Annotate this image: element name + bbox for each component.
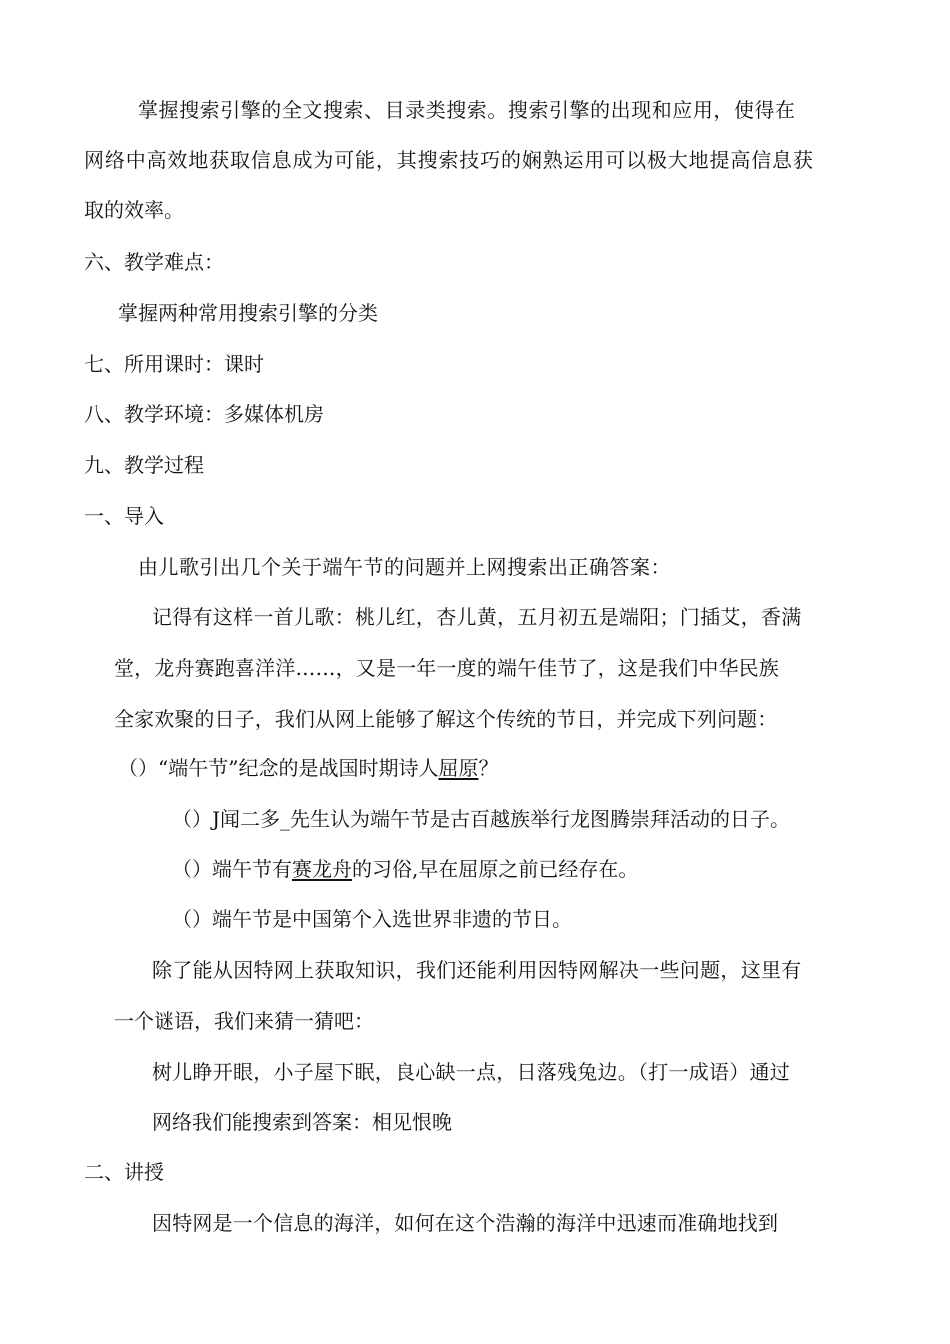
paragraph-goal-line-2: 网络中高效地获取信息成为可能，其搜索技巧的娴熟运用可以极大地提高信息获 (84, 148, 814, 172)
paragraph-riddle-line-2: 一个谜语，我们来猜一猜吧： (114, 1009, 374, 1033)
paragraph-goal-line-1: 掌握搜索引擎的全文搜索、目录类搜索。搜索引擎的出现和应用，使得在 (138, 98, 796, 122)
paragraph-answer-line-1: 树儿睁开眼，小子屋下眠，良心缺一点，日落残兔边。（打一成语）通过 (152, 1060, 790, 1084)
section-teaching: 二、讲授 (84, 1160, 164, 1184)
section-introduction: 一、导入 (84, 504, 164, 528)
question-4: （）端午节是中国第个入选世界非遗的节日。 (172, 907, 572, 931)
paragraph-intro: 由儿歌引出几个关于端午节的问题并上网搜索出正确答案： (138, 555, 671, 579)
question-1-end: ？ (478, 756, 499, 780)
question-2: （）J闻二多_先生认为端午节是古百越族举行龙图腾崇拜活动的日子。 (172, 807, 791, 831)
heading-class-hours: 七、所用课时：课时 (84, 352, 264, 376)
heading-teaching-process: 九、教学过程 (84, 453, 204, 477)
question-3-text: （）端午节有 (172, 857, 292, 881)
paragraph-difficulty: 掌握两种常用搜索引擎的分类 (118, 301, 378, 325)
paragraph-song-line-3: 全家欢聚的日子，我们从网上能够了解这个传统的节日，并完成下列问题： (114, 707, 778, 731)
heading-teaching-environment: 八、教学环境：多媒体机房 (84, 402, 324, 426)
paragraph-answer-line-2: 网络我们能搜索到答案：相见恨晚 (152, 1110, 452, 1134)
paragraph-song-line-2: 堂，龙舟赛跑喜洋洋……，又是一年一度的端午佳节了，这是我们中华民族 (114, 656, 779, 680)
paragraph-song-line-1: 记得有这样一首儿歌：桃儿红，杏儿黄，五月初五是端阳；门插艾，香满 (152, 605, 802, 629)
question-3 (172, 855, 638, 883)
question-1-text: （）“端午节”纪念的是战国时期诗人 (118, 756, 439, 780)
question-1-underlined: 屈原 (438, 756, 479, 780)
heading-teaching-difficulty: 六、教学难点： (84, 250, 224, 274)
question-3-end: 的习俗,早在屈原之前已经存在。 (352, 857, 639, 881)
paragraph-goal-line-3: 取的效率。 (84, 198, 184, 222)
paragraph-internet: 因特网是一个信息的海洋，如何在这个浩瀚的海洋中迅速而准确地找到 (152, 1211, 779, 1235)
question-1 (118, 754, 498, 782)
paragraph-riddle-line-1: 除了能从因特网上获取知识，我们还能利用因特网解决一些问题，这里有 (152, 958, 802, 982)
question-3-underlined: 赛龙舟 (292, 857, 352, 881)
